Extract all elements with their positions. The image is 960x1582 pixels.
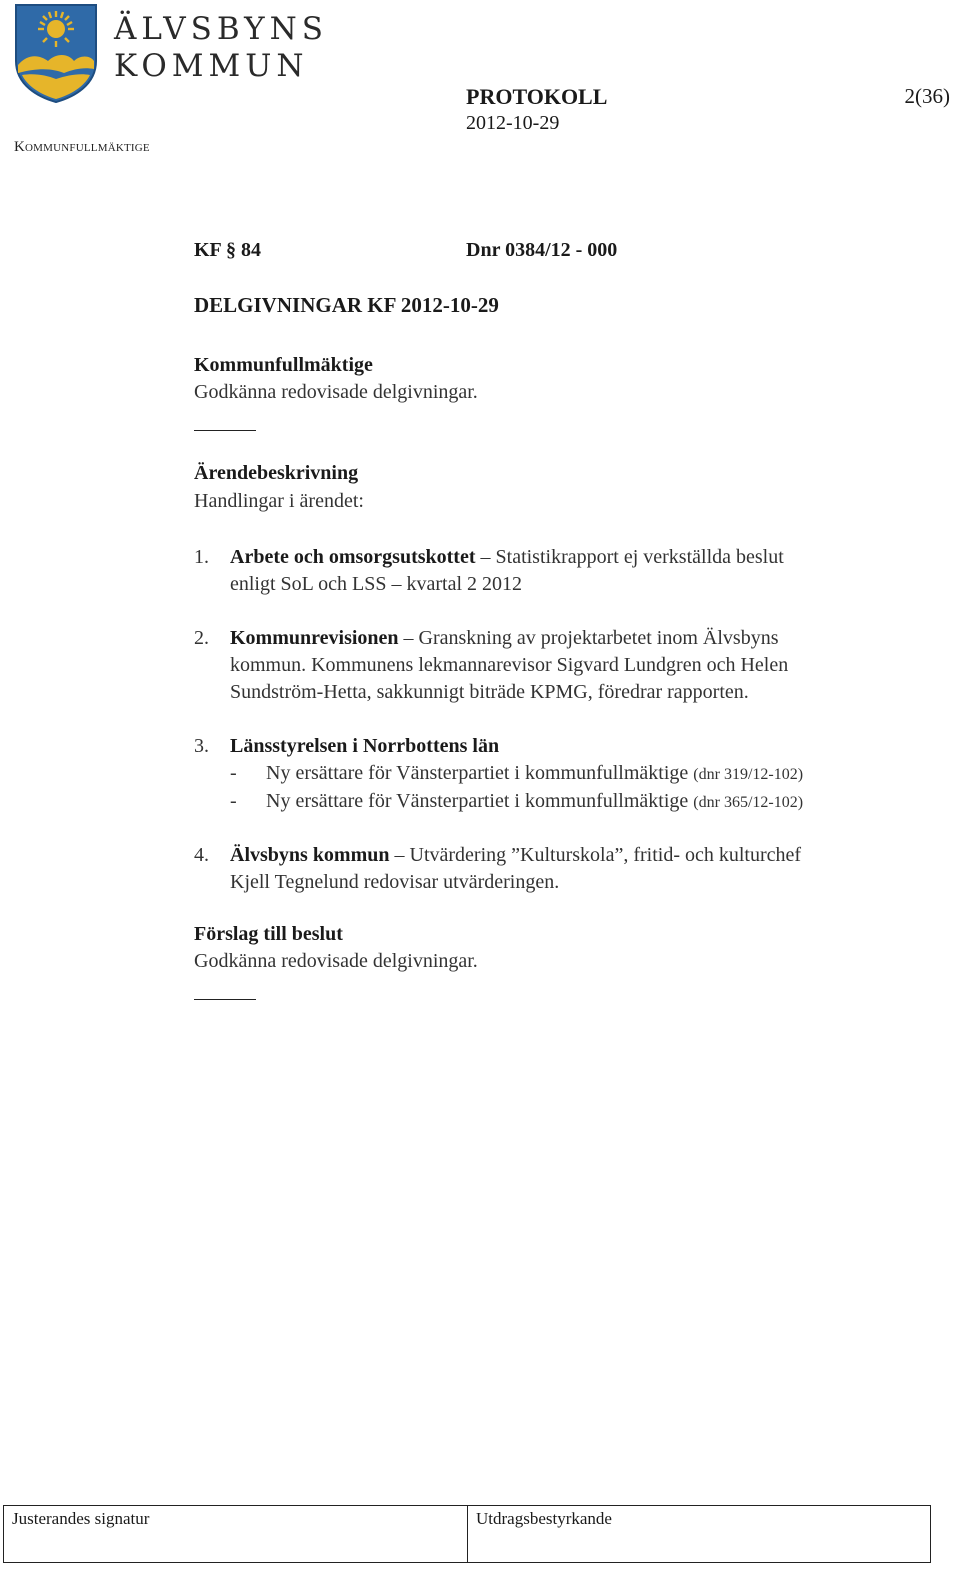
signature-label: Justerandes signatur — [12, 1509, 150, 1528]
case-dnr: Dnr 0384/12 - 000 — [466, 239, 618, 261]
sub-list-item-text: Ny ersättare för Vänsterpartiet i kommunfullmäktige — [266, 790, 689, 812]
signature-cell — [4, 1506, 468, 1562]
list-item-source: Älvsbyns kommun — [230, 844, 390, 866]
list-item-number: 3. — [194, 735, 209, 757]
list-item — [194, 733, 914, 816]
certification-label: Utdragsbestyrkande — [476, 1509, 612, 1528]
decision-text: Godkänna redovisade delgivningar. — [194, 381, 478, 403]
description-heading: Ärendebeskrivning — [194, 462, 359, 484]
list-item-text: kommun. Kommunens lekmannarevisor Sigvard Lundgren och Helen — [230, 654, 789, 676]
department-label: Kommunfullmäktige — [14, 139, 150, 155]
list-item-number: 1. — [194, 546, 209, 568]
municipality-coat-of-arms — [14, 3, 98, 103]
sub-list-item-text: Ny ersättare för Vänsterpartiet i kommunfullmäktige — [266, 762, 689, 784]
list-item-text: – Utvärdering ”Kulturskola”, fritid- och kulturchef — [389, 844, 802, 866]
description-intro: Handlingar i ärendet: — [194, 490, 364, 512]
list-item-text: Kjell Tegnelund redovisar utvärderingen. — [230, 871, 560, 893]
dash-bullet: - — [230, 790, 237, 812]
list-item-source: Arbete och omsorgsutskottet — [230, 546, 476, 568]
certification-cell — [468, 1506, 930, 1562]
list-item-source: Länsstyrelsen i Norrbottens län — [230, 735, 500, 757]
case-title: DELGIVNINGAR KF 2012-10-29 — [194, 293, 499, 317]
signature-table — [3, 1505, 931, 1563]
sub-list-item-dnr: (dnr 319/12-102) — [693, 766, 804, 783]
kf-paragraph-ref: KF § 84 — [194, 239, 262, 261]
list-item-text: Sundström-Hetta, sakkunnigt biträde KPMG, föredrar rapporten. — [230, 681, 749, 703]
sub-list-item — [230, 788, 914, 816]
sub-list-item — [230, 760, 914, 788]
sub-list-item-dnr: (dnr 365/12-102) — [693, 794, 804, 811]
page-number: 2(36) — [904, 84, 950, 108]
dash-bullet: - — [230, 762, 237, 784]
logo-text-line2: KOMMUN — [114, 48, 309, 84]
document-type: PROTOKOLL — [466, 84, 608, 109]
list-item-source: Kommunrevisionen — [230, 627, 399, 649]
list-item — [194, 544, 914, 598]
section-separator — [194, 999, 256, 1000]
list-item-text: enligt SoL och LSS – kvartal 2 2012 — [230, 573, 523, 595]
list-item — [194, 842, 914, 896]
proposal-heading: Förslag till beslut — [194, 923, 343, 945]
logo-text-line1: ÄLVSBYNS — [114, 11, 328, 47]
proposal-text: Godkänna redovisade delgivningar. — [194, 950, 478, 972]
list-item-text: – Statistikrapport ej verkställda beslut — [475, 546, 784, 568]
list-item — [194, 625, 914, 706]
section-separator — [194, 430, 256, 431]
list-item-number: 2. — [194, 627, 209, 649]
document-date: 2012-10-29 — [466, 112, 560, 134]
list-item-text: – Granskning av projektarbetet inom Älvsbyns — [398, 627, 779, 649]
list-item-number: 4. — [194, 844, 209, 866]
decision-heading: Kommunfullmäktige — [194, 354, 373, 376]
